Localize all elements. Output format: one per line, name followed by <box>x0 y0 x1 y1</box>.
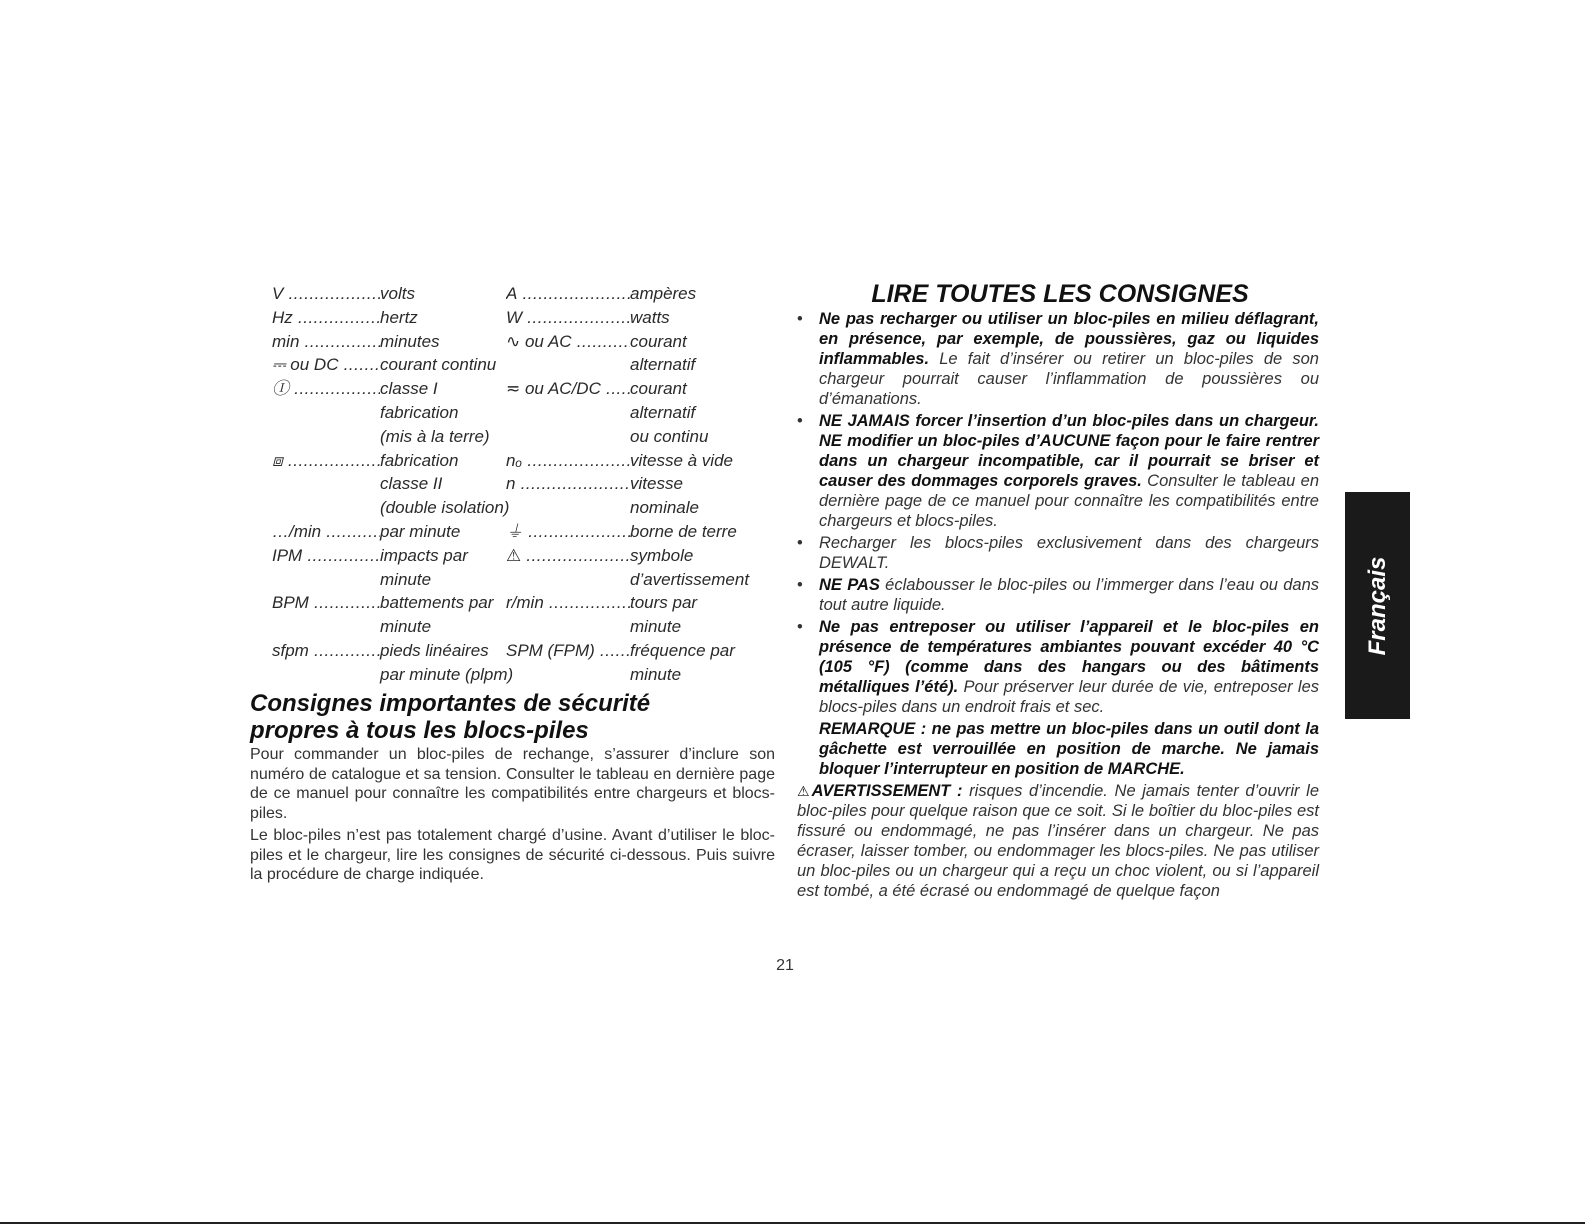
symbol-meaning: (mis à la terre) <box>380 426 490 446</box>
symbol-meaning: watts <box>630 307 670 327</box>
symbol-code: ⎓ ou DC ..... <box>272 353 380 377</box>
bullet-text: Pour préserver leur durée de vie, entreposer les blocs-piles dans un endroit frais et sec. <box>819 678 1319 716</box>
symbol-meaning: (double isolation) <box>380 498 510 518</box>
bullet-icon: • <box>797 412 803 430</box>
warning-triangle-icon: ⚠ <box>797 783 812 799</box>
bullet-bold-text: Ne pas entreposer ou utiliser l’appareil et le bloc-piles en présence de températures ambiantes pouvant excéder 40 °C (105 °F) (comme dans des hangars ou des bâtiments métalliques l’été). <box>819 618 1319 696</box>
warning-paragraph <box>797 781 1319 901</box>
symbol-code: SPM (FPM) ..... <box>506 639 630 663</box>
symbol-code: n ..... <box>506 472 630 496</box>
bullet-text: Le fait d’insérer ou retirer un bloc-piles de son chargeur pourrait causer l’inflammation de poussières ou d’émanations. <box>819 350 1319 408</box>
symbol-row <box>272 282 762 306</box>
symbol-code: Hz ..... <box>272 306 380 330</box>
read-all-instructions-title: LIRE TOUTES LES CONSIGNES <box>871 280 1249 308</box>
symbol-meaning: impacts par <box>380 545 468 565</box>
symbol-table <box>272 282 762 687</box>
symbol-meaning: vitesse à vide <box>630 450 733 470</box>
list-item <box>797 575 1319 615</box>
symbol-row <box>272 639 762 663</box>
bullet-icon: • <box>797 310 803 328</box>
symbol-meaning: symbole <box>630 545 694 565</box>
symbol-meaning: classe II <box>380 474 443 494</box>
symbol-meaning: tours par <box>630 593 698 613</box>
bullet-text: éclabousser le bloc-piles ou l’immerger dans l’eau ou dans tout autre liquide. <box>819 576 1319 614</box>
section-heading <box>250 690 790 744</box>
bullet-bold-text: NE JAMAIS forcer l’insertion d’un bloc-piles dans un chargeur. NE modifier un bloc-piles d’AUCUNE façon pour le faire rentrer dans un chargeur incompatible, car il pourrait se briser et causer des dommages corporels graves. <box>819 412 1319 490</box>
symbol-row <box>272 591 762 615</box>
bullet-icon: • <box>797 534 803 552</box>
symbol-code: …/min ..... <box>272 520 380 544</box>
symbol-meaning: fabrication <box>380 450 459 470</box>
symbol-code: Ⓘ ..... <box>272 377 380 401</box>
safety-list <box>797 309 1319 903</box>
symbol-row <box>272 615 762 639</box>
symbol-row <box>272 377 762 401</box>
bullet-icon: • <box>797 576 803 594</box>
symbol-meaning: courant <box>630 379 687 399</box>
symbol-meaning: par minute <box>380 521 461 541</box>
language-side-tab <box>1345 492 1410 719</box>
warning-item <box>797 781 1319 901</box>
warning-text: risques d’incendie. Ne jamais tenter d’ouvrir le bloc-piles pour quelque raison que ce soit. Si le boîtier du bloc-piles est fissuré ou endommagé, ne pas l’insérer dans un chargeur. Ne pas écraser, laisser tomber, ou endommager les blocs-piles. Ne pas utiliser un bloc-piles ou un chargeur qui a reçu un choc violent, ou si l’appareil est tombé, a été écrasé ou endommagé de quelque façon <box>797 782 1320 900</box>
symbol-meaning: battements par <box>380 593 494 613</box>
symbol-code: BPM ..... <box>272 591 380 615</box>
paragraph-replacement-battery: Pour commander un bloc-piles de rechange, s’assurer d’inclure son numéro de catalogue et sa tension. Consulter le tableau en dernière page de ce manuel pour connaître les compatibilités entre chargeurs et blocs-piles. <box>250 746 775 822</box>
symbol-row <box>272 449 762 473</box>
symbol-row <box>272 544 762 568</box>
symbol-meaning: courant <box>630 331 687 351</box>
symbol-meaning: courant continu <box>380 355 497 375</box>
symbol-meaning: borne de terre <box>630 521 737 541</box>
bullet-icon: • <box>797 618 803 636</box>
symbol-meaning: ampères <box>630 284 697 303</box>
remarque-note: REMARQUE : ne pas mettre un bloc-piles dans un outil dont la gâchette est verrouillée en position de marche. Ne jamais bloquer l’interrupteur en position de MARCHE. <box>819 720 1319 778</box>
symbol-code: A ..... <box>506 282 630 306</box>
symbol-code: nₒ ..... <box>506 449 630 473</box>
symbol-meaning: volts <box>380 284 415 303</box>
symbol-code: sfpm ..... <box>272 639 380 663</box>
warning-label: AVERTISSEMENT : <box>811 782 963 800</box>
symbol-meaning: fréquence par <box>630 640 735 660</box>
bottom-rule <box>0 1222 1585 1224</box>
symbol-row <box>272 520 762 544</box>
symbol-meaning: ou continu <box>630 426 709 446</box>
symbol-code: ∿ ou AC ..... <box>506 330 630 354</box>
symbol-meaning: classe I <box>380 379 438 399</box>
symbol-meaning: minute <box>380 617 432 637</box>
symbol-code: ⏚ ..... <box>506 520 630 544</box>
symbol-meaning: alternatif <box>630 355 696 375</box>
symbol-meaning: d’avertissement <box>630 569 750 589</box>
bullet-bold-text: Ne pas recharger ou utiliser un bloc-piles en milieu déflagrant, en présence, par exemple, de poussières, gaz ou liquides inflammables. <box>819 310 1319 368</box>
symbol-code: W ..... <box>506 306 630 330</box>
symbol-code: V ..... <box>272 282 380 306</box>
symbol-meaning: alternatif <box>630 402 696 422</box>
bullet-text: Recharger les blocs-piles exclusivement dans des chargeurs DEWALT. <box>819 534 1319 572</box>
paragraph-not-charged: Le bloc-piles n’est pas totalement chargé d’usine. Avant d’utiliser le bloc-piles et le chargeur, lire les consignes de sécurité ci-dessous. Puis suivre la procédure de charge indiquée. <box>250 827 775 883</box>
symbol-meaning: hertz <box>380 307 418 327</box>
symbol-row <box>272 353 762 377</box>
symbol-code: ⧈ ..... <box>272 449 380 473</box>
symbol-code: IPM ..... <box>272 544 380 568</box>
bullet-bold-text: NE PAS <box>819 576 880 594</box>
symbol-row <box>272 496 762 520</box>
symbol-meaning: minute <box>630 617 682 637</box>
symbol-meaning: minute <box>630 664 682 684</box>
section-heading-line1: Consignes importantes de sécurité <box>250 690 651 717</box>
symbol-meaning: fabrication <box>380 402 459 422</box>
symbol-meaning: minutes <box>380 331 440 351</box>
symbol-meaning: nominale <box>630 498 699 518</box>
bullet-text: Consulter le tableau en dernière page de ce manuel pour connaître les compatibilités entre chargeurs et blocs-piles. <box>819 472 1319 530</box>
list-item <box>797 309 1319 409</box>
symbol-row <box>272 568 762 592</box>
symbol-row <box>272 663 762 687</box>
list-item <box>797 411 1319 531</box>
list-item <box>797 533 1319 573</box>
symbol-code: ⚠ ..... <box>506 544 630 568</box>
page-number: 21 <box>776 957 794 974</box>
symbol-row <box>272 401 762 425</box>
symbol-row <box>272 472 762 496</box>
symbol-code: ≂ ou AC/DC ..... <box>506 377 630 401</box>
symbol-row <box>272 330 762 354</box>
symbol-row <box>272 306 762 330</box>
symbol-meaning: par minute (plpm) <box>380 664 514 684</box>
symbol-code: min ..... <box>272 330 380 354</box>
list-item <box>797 617 1319 717</box>
symbol-code: r/min ..... <box>506 591 630 615</box>
language-side-tab-label: Français <box>1363 556 1391 655</box>
remarque-item <box>797 719 1319 779</box>
symbol-meaning: minute <box>380 569 432 589</box>
section-heading-line2: propres à tous les blocs-piles <box>250 717 589 744</box>
symbol-meaning: pieds linéaires <box>380 640 489 660</box>
symbol-meaning: vitesse <box>630 474 683 494</box>
symbol-row <box>272 425 762 449</box>
